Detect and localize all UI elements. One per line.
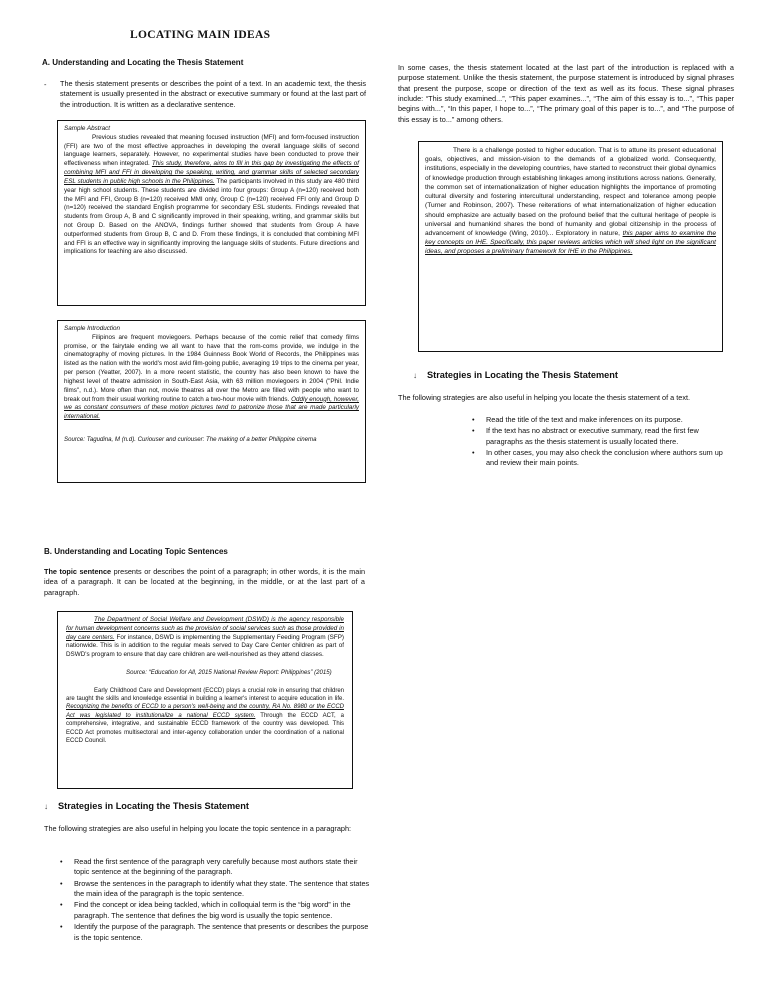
list-item-text: If the text has no abstract or executive summary, read the first few paragraphs as the thesis statement is usually located there. <box>486 426 699 446</box>
strategies-topic-list <box>60 857 370 944</box>
list-item <box>472 448 724 469</box>
bullet-icon: • <box>472 415 475 424</box>
abstract-body-2: The participants involved in this study are 480 third year high school students. These students are divided into four groups: Group A (n=120) received both the MFI and FFI, Group B (n=120) received MMI only, Group C (n=120) received FFI only and Group D (n=120) received the standard English programme for secondary ESL students. Findings revealed that students from Group A, B and C significantly improved in their speaking, writing, and grammar skills but not Group D. Based on the ANOVA, findings further showed that students from Group A have outperformed students from Group B, C and D. From these findings, it is concluded that combining MFI and FFI is an effective way in significantly improving the language skills of students. Future directions and implications for teaching are also discussed. <box>64 177 359 256</box>
purpose-thesis: this paper aims to examine the key concepts on IHE. Specifically, this paper reviews articles which will shed light on the significant ideas, and proposes a preliminary framework for IHE in the Philippines. <box>425 229 717 256</box>
section-a-intro: The thesis statement presents or describes the point of a text. In an academic text, the thesis statement is usually presented in the abstract or executive summary or found at the last part of the introduction. It is written as a declarative sentence. <box>60 79 366 109</box>
abstract-text <box>64 134 359 257</box>
down-arrow-icon: ↓ <box>413 371 417 380</box>
introduction-text <box>64 334 359 422</box>
strategies-thesis-heading <box>413 369 618 382</box>
introduction-source: Source: Tagudina, M (n.d). Curiouser and curiouser: The making of a better Philippine cinema <box>64 435 317 443</box>
down-arrow-icon: ↓ <box>44 802 48 811</box>
list-item-text: Identify the purpose of the paragraph. The sentence that presents or describes the purpose is the topic sentence. <box>74 922 369 942</box>
bullet-icon: • <box>60 900 63 910</box>
list-item-text: In other cases, you may also check the conclusion where authors sum up and review their main points. <box>486 448 723 468</box>
list-item-text: Read the first sentence of the paragraph very carefully because most authors state their topic sentence at the beginning of the paragraph. <box>74 857 358 877</box>
topic-box-para-1 <box>66 616 344 660</box>
bullet-icon: • <box>472 448 475 458</box>
list-item <box>472 426 724 447</box>
list-item-text: Read the title of the text and make inferences on its purpose. <box>486 415 683 424</box>
list-item-text: Browse the sentences in the paragraph to identify what they state. The sentence that states the main idea of the paragraph is the topic sentence. <box>74 878 370 899</box>
list-item <box>60 879 370 900</box>
page-title: LOCATING MAIN IDEAS <box>130 29 271 41</box>
dash-marker: - <box>44 80 47 89</box>
topic-sentence-1: The Department of Social Welfare and Development (DSWD) is the agency responsible for human development concerns such as the provision of social services such as those provided in day care centers. <box>66 616 344 641</box>
strategies-topic-intro: The following strategies are also useful in helping you locate the topic sentence in a paragraph: <box>44 824 352 833</box>
topic-sentence-2: Recognizing the benefits of ECCD to a person's well-being and the country, RA No. 8980 or the ECCD Act was legislated to institutionalize a national ECCD system. <box>66 704 344 719</box>
strategies-thesis-intro: The following strategies are also useful in helping you locate the thesis statement of a text. <box>398 393 691 402</box>
list-item <box>60 900 370 921</box>
bullet-icon: • <box>60 922 63 932</box>
list-item-text: Find the concept or idea being tackled, which in colloquial term is the “big word” in the paragraph. The sentence that defines the big word is usually the topic sentence. <box>74 900 351 920</box>
purpose-statement-paragraph: In some cases, the thesis statement located at the last part of the introduction is replaced with a purpose statement. Unlike the thesis statement, the purpose statement is introduced by signal phrases that present the purpose, scope or direction of the text as well as its focus. These signal phrases include: “This study examined...”, “This paper examines...”, “The aim of this essay is to...”, “This paper begins with...”, “In this paper, I hope to...”, “The primary goal of this paper is to...”, and “The purpose of this essay is to...” among others. <box>398 63 734 124</box>
list-item <box>472 415 724 425</box>
strategies-thesis-title: Strategies in Locating the Thesis Statement <box>427 370 618 380</box>
introduction-body: Filipinos are frequent moviegoers. Perhaps because of the comic relief that comedy films promise, or the fairytale ending we all want to have that the rom-coms provide, we indulge in the cinematography of moving pictures. In the 1984 Guinness Book World of Records, the Philippines was listed as the nation with the world's most avid film-going public, averaging 19 trips to the cinema per year, per person (Yeatter, 2007). In a more recent statistic, the country has also been known to have the highest level of theatre admission in South-East Asia, with 63 million moviegoers in 2004 ("Phil. Indie films", n.d.). More often than not, movie theatres all over the Metro are filled with people who want to break out from their usual working routine to catch a two-hour movie with friends. <box>64 333 359 403</box>
topic-box-para-2 <box>66 687 344 746</box>
topic-box-body-1: For instance, DSWD is implementing the Supplementary Feeding Program (SFP) nationwide. This is in addition to the regular meals served to Day Care Center children as part of DSWD's program to ensure that day care children are well-nourished as they attend classes. <box>66 633 345 659</box>
section-b-intro <box>44 567 365 598</box>
purpose-text <box>425 146 716 257</box>
topic-sentence-box <box>57 611 353 789</box>
list-item <box>60 922 370 943</box>
topic-box-source: Source: “Education for All, 2015 National Review Report: Philippines” (2015) <box>126 669 332 677</box>
list-item <box>60 857 370 878</box>
topic-box-body-3: Through the ECCD ACT, a comprehensive, integrative, and sustainable ECCD framework of the country was developed. This ECCD Act promotes multisectoral and inter-agency collaboration under the coordination of a national ECCD Council. <box>66 712 344 744</box>
section-b-heading: B. Understanding and Locating Topic Sentences <box>44 547 228 556</box>
strategies-topic-title: Strategies in Locating the Thesis Statement <box>58 801 249 811</box>
strategies-thesis-list <box>472 415 724 470</box>
topic-sentence-term: The topic sentence <box>44 567 112 576</box>
sample-introduction-box <box>57 320 366 483</box>
purpose-statement-box <box>418 141 723 352</box>
introduction-thesis: Oddly enough, however, we as constant consumers of these motion pictures tend to patronize those that are made particularly international. <box>64 395 360 421</box>
abstract-body: Previous studies revealed that meaning focused instruction (MFI) and form-focused instruction (FFI) are two of the most effective approaches in developing the overall language skills of second language learners, separately. However, no experimental studies have been conducted to prove their effectiveness when integrated. <box>64 133 359 168</box>
introduction-label: Sample Introduction <box>64 325 121 332</box>
topic-box-body-2: Early Childhood Care and Development (ECCD) plays a crucial role in ensuring that children are taught the skills and knowledge essential in building a learner's interest to acquire education in life. <box>66 687 344 702</box>
sample-abstract-box <box>57 120 366 306</box>
bullet-icon: • <box>472 426 475 436</box>
strategies-topic-heading <box>44 800 249 813</box>
abstract-thesis: This study, therefore, aims to fill in this gap by investigating the effects of combining MFI and FFI in developing the speaking, writing, and grammar skills of selected secondary ESL students in public high schools in the Philippines. <box>64 160 359 185</box>
section-a-heading: A. Understanding and Locating the Thesis Statement <box>42 58 244 67</box>
section-b-intro-text: presents or describes the point of a paragraph; in other words, it is the main idea of a paragraph. It can be located at the beginning, in the middle, or at the last part of a paragraph. <box>44 567 366 597</box>
purpose-body: There is a challenge posted to higher education. That is to attune its present educational goals, objectives, and mission-vision to the demands of a globalized world. Consequently, institutions, especially in the developing countries, have started to reconstruct their global dynamics of knowledge production through establishing linkages among institutions across nations. Generally, the common set of internationalization of higher education highlights the importance of promoting cultural diversity and fostering intercultural understanding, respect and tolerance among people (Turner and Robinson, 2007). These reiterations of what internationalization of higher education should emphasize are actually based on the profound belief that the cultural heritage of people is universal and humankind shares the bond of humanity and global citizenship in the process of advancement of knowledge (Wing, 2010)... Exploratory in nature, <box>425 147 716 237</box>
bullet-icon: • <box>60 857 63 866</box>
abstract-label: Sample Abstract <box>64 125 110 132</box>
bullet-icon: • <box>60 878 63 888</box>
